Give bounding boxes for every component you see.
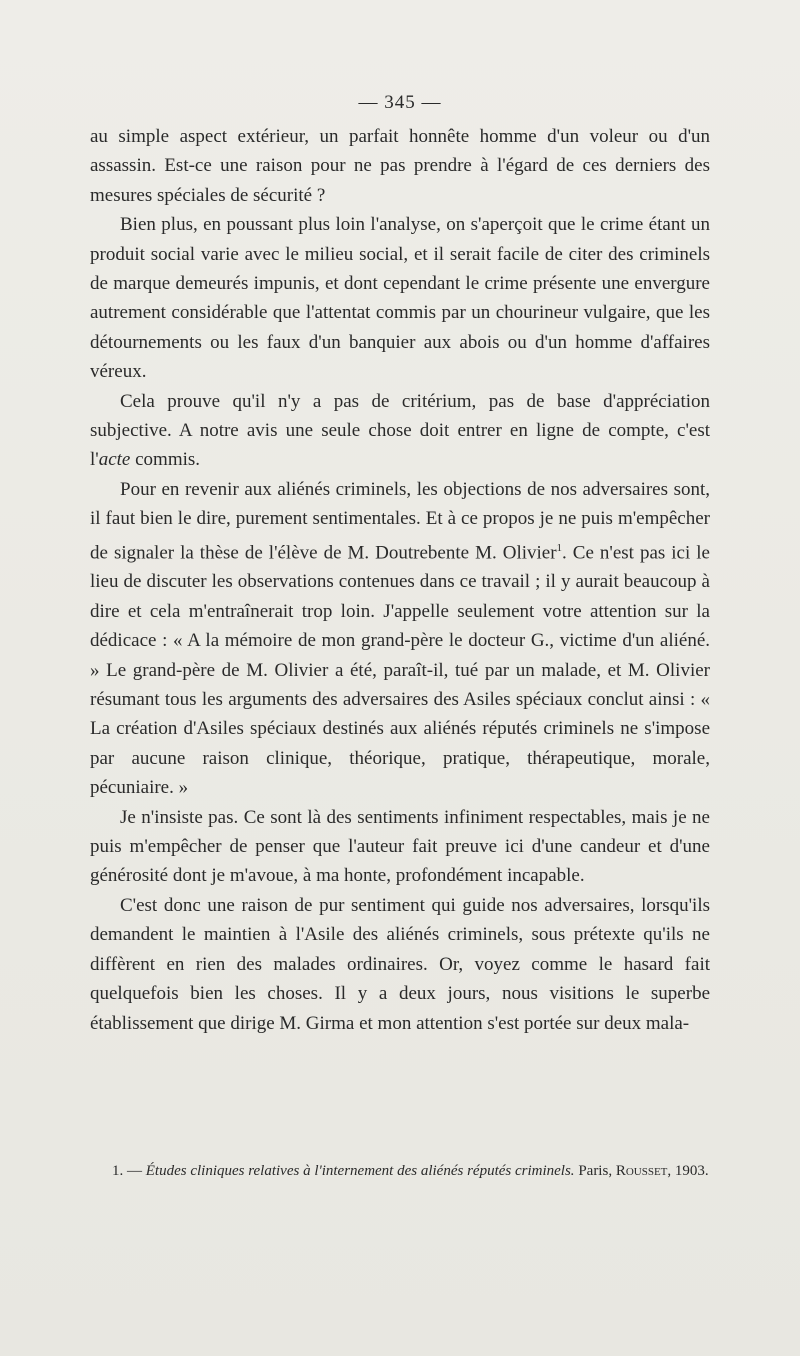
paragraph-1: au simple aspect extérieur, un parfait honnête homme d'un voleur ou d'un assassin. Est-ce une raison pour ne pas prendre à l'égard de ces derniers des mesures spéciales de sécurité ? bbox=[90, 126, 710, 206]
footnote bbox=[90, 1160, 710, 1182]
paragraph-4 bbox=[90, 475, 710, 803]
footnote-publisher: Rousset bbox=[615, 1163, 668, 1179]
paragraph-3 bbox=[90, 387, 710, 475]
body-text bbox=[90, 122, 710, 1038]
paragraph-3-text-b: commis. bbox=[130, 449, 201, 471]
page-number: — 345 — bbox=[358, 92, 442, 113]
footnote-marker[interactable]: 1 bbox=[556, 541, 563, 554]
footnote-number: 1. bbox=[112, 1163, 124, 1179]
footnote-dash: — bbox=[123, 1163, 146, 1179]
paragraph-5: Je n'insiste pas. Ce sont là des sentiments infiniment respectables, mais je ne puis m'empêcher de penser que l'auteur fait preuve ici d'une candeur et d'une générosité dont je m'avoue, à ma honte, profondément incapable. bbox=[90, 806, 710, 887]
italic-acte: acte bbox=[98, 449, 131, 471]
footnote-year: , 1903. bbox=[667, 1163, 709, 1179]
footnote-place: Paris, bbox=[574, 1163, 616, 1179]
paragraph-3-text-a: Cela prouve qu'il n'y a pas de critérium, pas de base d'appréciation subjective. A notre avis une seule chose doit entrer en ligne de compte, c'est l' bbox=[90, 390, 710, 471]
footnote-title: Études cliniques relatives à l'internement des aliénés réputés criminels. bbox=[145, 1163, 575, 1179]
paragraph-4-text-b: . Ce n'est pas ici le lieu de discuter les observations contenues dans ce travail ; il y aurait beaucoup à dire et cela m'entraînerait trop loin. J'appelle seulement votre attention sur la dédicace : « A la mémoire de mon grand-père le docteur G., victime d'un aliéné. » Le grand-père de M. Olivier a été, paraît-il, tué par un malade, et M. Olivier résumant tous les arguments des adversaires des Asiles spéciaux conclut ainsi : « La création d'Asiles spéciaux destinés aux aliénés réputés criminels ne s'impose par aucune raison clinique, théorique, pratique, thérapeutique, morale, pécuniaire. » bbox=[90, 542, 710, 799]
paragraph-2: Bien plus, en poussant plus loin l'analyse, on s'aperçoit que le crime étant un produit social varie avec le milieu social, et il serait facile de citer des criminels de marque demeurés impunis, et dont cependant le crime présente une envergure autrement considérable que l'attentat commis par un chourineur vulgaire, que les détournements ou les faux d'un banquier aux abois ou d'un homme d'affaires véreux. bbox=[90, 214, 710, 383]
paragraph-6: C'est donc une raison de pur sentiment qui guide nos adversaires, lorsqu'ils demandent le maintien à l'Asile des aliénés criminels, sous prétexte qu'ils ne diffèrent en rien des malades ordinaires. Or, voyez comme le hasard fait quelquefois bien les choses. Il y a deux jours, nous visitions le superbe établissement que dirige M. Girma et mon attention s'est portée sur deux mala- bbox=[90, 894, 710, 1034]
paragraph-4-text-a: Pour en revenir aux aliénés criminels, les objections de nos adversaires sont, il faut bien le dire, purement sentimentales. Et à ce propos je ne puis m'empêcher de signaler la thèse de l'élève de M. Doutrebente M. Olivier bbox=[90, 478, 710, 564]
